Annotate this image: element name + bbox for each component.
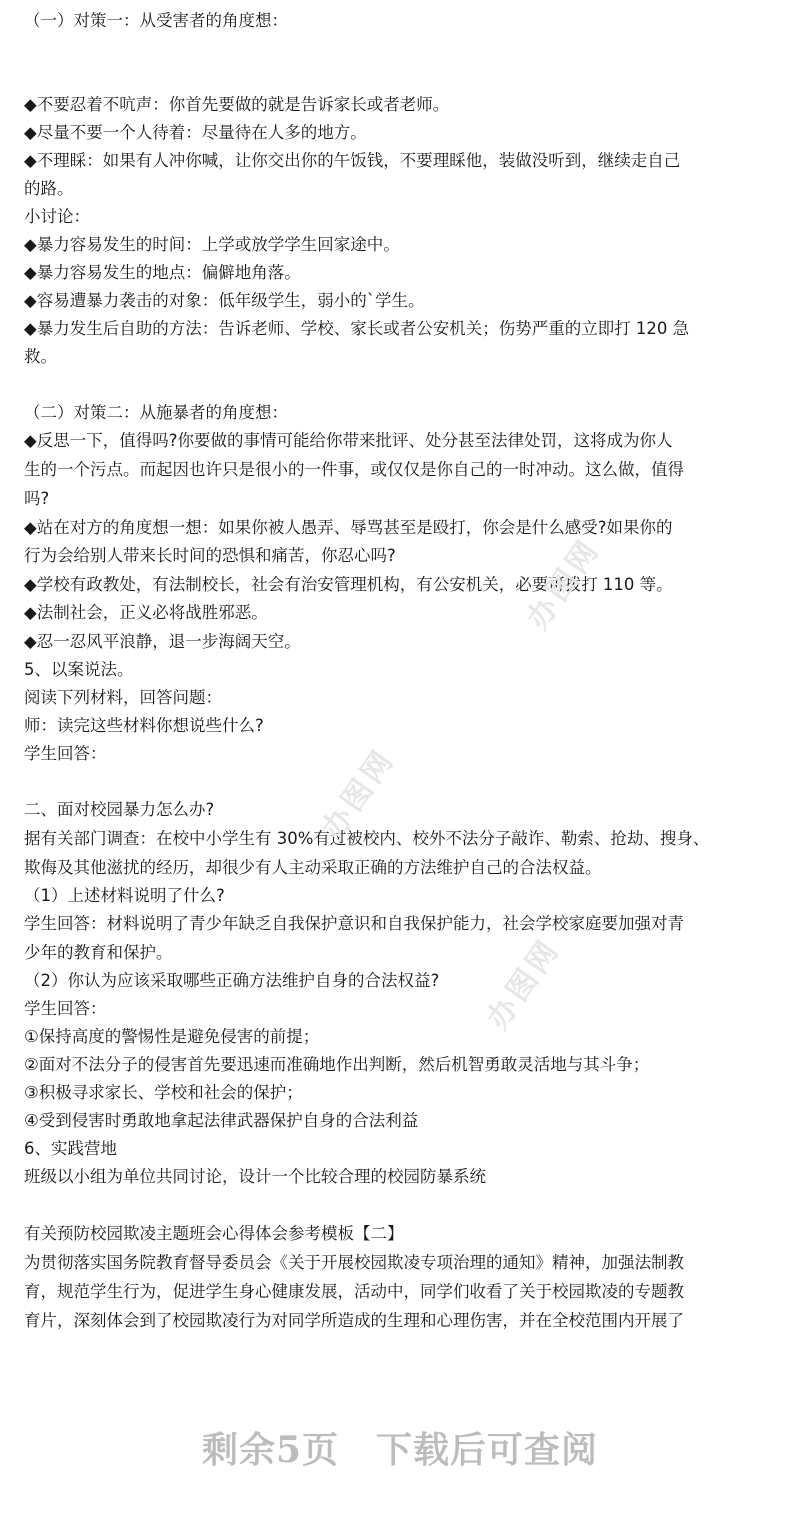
text-line: ◆暴力容易发生的时间：上学或放学学生回家途中。 [24,235,400,254]
text-line: ②面对不法分子的侵害首先要迅速而准确地作出判断，然后机智勇敢灵活地与其斗争； [24,1055,650,1074]
text-line: 欺侮及其他滋扰的经历，却很少有人主动采取正确的方法维护自己的合法权益。 [24,858,602,877]
text-line: ◆不要忍着不吭声：你首先要做的就是告诉家长或者老师。 [24,95,450,114]
text-line: 育，规范学生行为，促进学生身心健康发展，活动中，同学们收看了关于校园欺凌的专题教 [24,1282,684,1301]
text-line: 学生回答：材料说明了青少年缺乏自我保护意识和自我保护能力，社会学校家庭要加强对青 [24,914,684,933]
text-line: ③积极寻求家长、学校和社会的保护； [24,1083,303,1102]
text-line: 小讨论： [24,207,90,226]
text-line: ◆法制社会，正义必将战胜邪恶。 [24,603,268,622]
section-heading: 二、面对校园暴力怎么办? [24,800,215,819]
text-line: 为贯彻落实国务院教育督导委员会《关于开展校园欺凌专项治理的通知》精神，加强法制教 [24,1253,684,1272]
text-line: ◆尽量不要一个人待着：尽量待在人多的地方。 [24,123,367,142]
text-line: 少年的教育和保护。 [24,943,173,962]
watermark-text: 办图网 [315,742,403,846]
text-line: 6、实践营地 [24,1139,117,1158]
text-line: 5、以案说法。 [24,660,134,679]
text-line: ◆学校有政教处，有法制校长，社会有治安管理机构，有公安机关，必要可拨打 110 等。 [24,575,673,594]
text-line: 救。 [24,347,57,366]
text-line: 行为会给别人带来长时间的恐惧和痛苦，你忍心吗? [24,546,396,565]
text-line: 班级以小组为单位共同讨论，设计一个比较合理的校园防暴系统 [24,1167,486,1186]
text-line: ④受到侵害时勇敢地拿起法律武器保护自身的合法利益 [24,1111,419,1130]
text-line: 生的一个污点。而起因也许只是很小的一件事，或仅仅是你自己的一时冲动。这么做，值得 [24,460,684,479]
text-line: 据有关部门调查：在校中小学生有 30%有过被校内、校外不法分子敲诈、勒索、抢劫、搜身、 [24,829,710,848]
text-line: ◆站在对方的角度想一想：如果你被人愚弄、辱骂甚至是殴打，你会是什么感受?如果你的 [24,518,673,537]
text-line: 的路。 [24,179,74,198]
text-line: ◆忍一忍风平浪静，退一步海阔天空。 [24,632,301,651]
text-line: ①保持高度的警惕性是避免侵害的前提； [24,1027,320,1046]
download-prompt: 剩余5页 下载后可查阅 [201,1429,599,1471]
text-line: 师：读完这些材料你想说些什么? [24,716,264,735]
watermark-text: 办图网 [480,932,568,1036]
text-line: ◆不理睬：如果有人冲你喊，让你交出你的午饭钱，不要理睬他，装做没听到，继续走自己 [24,151,681,170]
text-line: （2）你认为应该采取哪些正确方法维护自身的合法权益? [24,971,440,990]
text-line: ◆暴力容易发生的地点：偏僻地角落。 [24,263,301,282]
text-line: ◆反思一下，值得吗?你要做的事情可能给你带来批评、处分甚至法律处罚，这将成为你人 [24,431,673,450]
text-line: （1）上述材料说明了什么? [24,886,225,905]
section-heading: （一）对策一：从受害者的角度想： [24,11,288,30]
section-heading: （二）对策二：从施暴者的角度想： [24,403,288,422]
text-line: 学生回答： [24,999,107,1018]
text-line: 育片，深刻体会到了校园欺凌行为对同学所造成的生理和心理伤害，并在全校范围内开展了 [24,1311,684,1330]
text-line: ◆容易遭暴力袭击的对象：低年级学生，弱小的`学生。 [24,291,425,310]
text-line: ◆暴力发生后自助的方法：告诉老师、学校、家长或者公安机关；伤势严重的立即打 120 急 [24,319,690,338]
text-line: 吗? [24,489,50,508]
text-line: 阅读下列材料，回答问题： [24,688,222,707]
watermark-text: 办图网 [520,532,608,636]
text-line: 学生回答： [24,744,107,763]
section-heading: 有关预防校园欺凌主题班会心得体会参考模板【二】 [24,1224,404,1243]
